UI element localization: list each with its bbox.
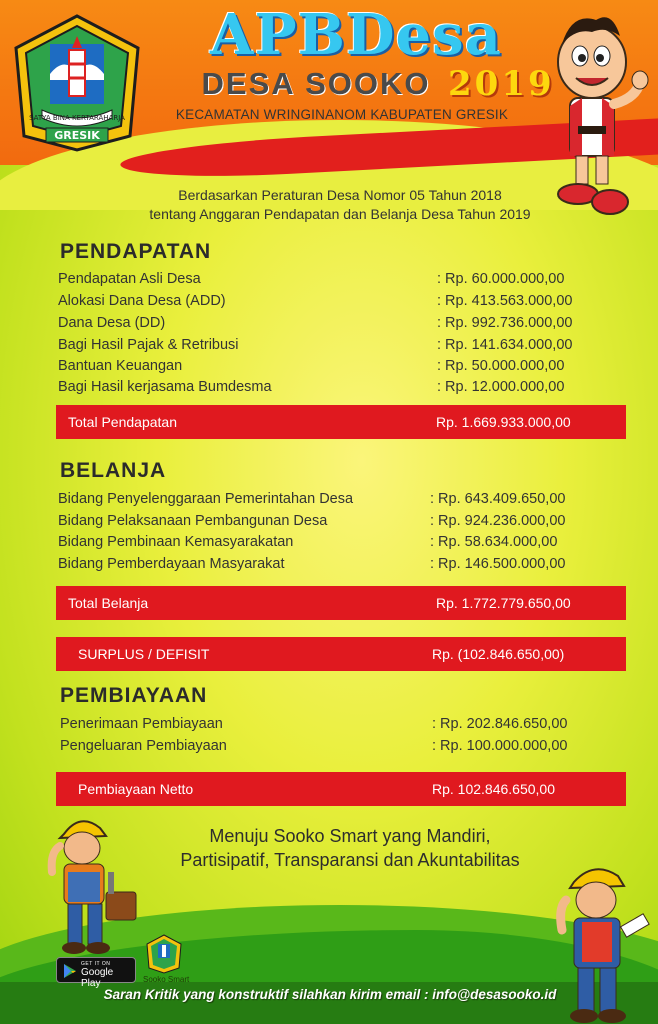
list-item	[58, 534, 293, 550]
gresik-logo	[12, 14, 142, 152]
footer-contact-message: Saran Kritik yang konstruktif silahkan kirim email : info@desasooko.id	[103, 987, 557, 1002]
item-label: Bidang Penyelenggaraan Pemerintahan Desa	[58, 491, 354, 507]
item-value: : Rp. 50.000.000,00	[437, 358, 565, 374]
item-label: Bidang Pelaksanaan Pembangunan Desa	[58, 513, 328, 529]
logo-name: GRESIK	[54, 129, 100, 142]
page-title: APBDesa	[210, 2, 502, 68]
item-value: : Rp. 141.634.000,00	[437, 337, 573, 353]
item-value: : Rp. 58.634.000,00	[430, 534, 558, 550]
item-value: : Rp. 60.000.000,00	[437, 271, 565, 287]
list-item	[58, 293, 226, 309]
total-pendapatan-bar	[56, 405, 626, 439]
item-value: : Rp. 100.000.000,00	[432, 738, 568, 754]
list-item	[58, 556, 285, 572]
item-value: : Rp. 146.500.000,00	[430, 556, 566, 572]
item-value: : Rp. 924.236.000,00	[430, 513, 566, 529]
total-belanja-bar	[56, 586, 626, 620]
item-label: Pengeluaran Pembiayaan	[60, 738, 227, 754]
list-item	[58, 358, 182, 374]
list-item	[58, 337, 239, 353]
budget-year: 2019	[448, 64, 555, 104]
list-item	[58, 491, 353, 507]
pembiayaan-netto-value: Rp. 102.846.650,00	[432, 781, 555, 797]
store-small-text: GET IT ON	[81, 961, 111, 967]
worker-left-illustration	[46, 812, 142, 954]
closing-slogan	[130, 824, 570, 872]
village-name: DESA SOOKO	[201, 66, 431, 101]
list-item	[60, 716, 223, 732]
section-title-pendapatan: PENDAPATAN	[60, 240, 212, 263]
item-value: : Rp. 992.736.000,00	[437, 315, 573, 331]
total-pendapatan-label: Total Pendapatan	[68, 414, 177, 430]
surplus-defisit-bar	[56, 637, 626, 671]
surplus-defisit-label: SURPLUS / DEFISIT	[78, 646, 210, 662]
district-name: KECAMATAN WRINGINANOM KABUPATEN GRESIK	[175, 107, 509, 122]
pembiayaan-netto-bar	[56, 772, 626, 806]
item-value: : Rp. 413.563.000,00	[437, 293, 573, 309]
closing-line-1: Menuju Sooko Smart yang Mandiri,	[209, 826, 491, 846]
item-label: Bidang Pemberdayaan Masyarakat	[58, 556, 285, 572]
list-item	[60, 738, 227, 754]
total-pendapatan-value: Rp. 1.669.933.000,00	[436, 414, 571, 430]
section-title-pembiayaan: PEMBIAYAAN	[60, 684, 208, 707]
section-title-belanja: BELANJA	[60, 459, 167, 482]
item-label: Bidang Pembinaan Kemasyarakatan	[58, 534, 294, 550]
item-value: : Rp. 643.409.650,00	[430, 491, 566, 507]
item-label: Alokasi Dana Desa (ADD)	[58, 293, 226, 309]
total-belanja-value: Rp. 1.772.779.650,00	[436, 595, 571, 611]
item-label: Penerimaan Pembiayaan	[60, 716, 223, 732]
item-label: Bantuan Keuangan	[58, 358, 183, 374]
logo-motto: SATYA BINA KERTARAHARJA	[29, 114, 125, 122]
surplus-defisit-value: Rp. (102.846.650,00)	[432, 646, 565, 662]
item-label: Pendapatan Asli Desa	[58, 271, 201, 287]
item-value: : Rp. 202.846.650,00	[432, 716, 568, 732]
google-play-icon	[63, 963, 77, 979]
total-belanja-label: Total Belanja	[68, 595, 149, 611]
item-label: Bagi Hasil Pajak & Retribusi	[58, 337, 239, 353]
sooko-smart-label: Sooko Smart	[143, 975, 190, 984]
store-big-text: Google Play	[81, 967, 114, 989]
intro-line-1: Berdasarkan Peraturan Desa Nomor 05 Tahun 2018	[178, 187, 502, 203]
list-item	[58, 315, 165, 331]
intro-text	[110, 186, 570, 224]
item-value: : Rp. 12.000.000,00	[437, 379, 565, 395]
sooko-smart-logo	[146, 934, 182, 974]
intro-line-2: tentang Anggaran Pendapatan dan Belanja Desa Tahun 2019	[149, 206, 531, 222]
pembiayaan-netto-label: Pembiayaan Netto	[78, 781, 194, 797]
list-item	[58, 271, 201, 287]
closing-line-2: Partisipatif, Transparansi dan Akuntabilitas	[180, 850, 520, 870]
item-label: Dana Desa (DD)	[58, 315, 166, 331]
google-play-badge[interactable]	[56, 957, 136, 989]
list-item	[58, 513, 327, 529]
list-item	[58, 379, 272, 395]
item-label: Bagi Hasil kerjasama Bumdesma	[58, 379, 272, 395]
